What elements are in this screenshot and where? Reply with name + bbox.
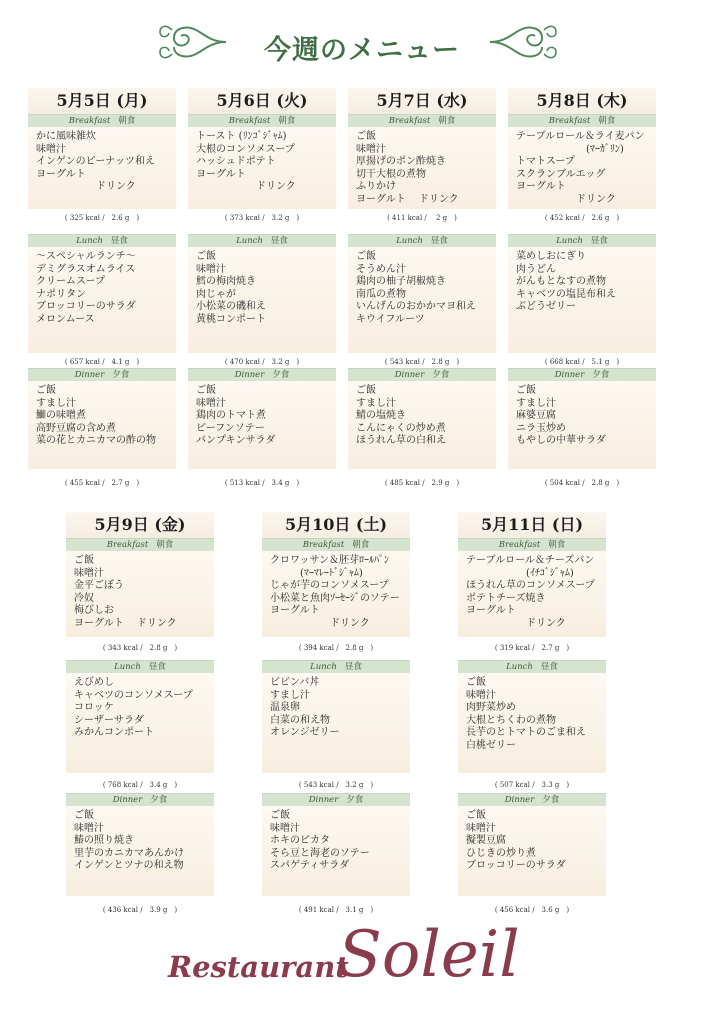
menu-item: ご飯 <box>196 251 216 262</box>
menu-item: ヨーグルト <box>466 605 516 617</box>
menu-item: スパゲティサラダ <box>270 860 350 872</box>
nutrition-info: ( 343 kcal / 2.8 g ) <box>102 644 178 652</box>
day-date: 5月6日 (火) <box>188 88 336 114</box>
menu-item: いんげんのおかかマヨ和え <box>356 301 476 313</box>
day-date: 5月11日 (日) <box>458 512 606 538</box>
meal-items <box>508 127 656 209</box>
meal-band: Lunch 昼食 <box>348 234 496 247</box>
nutrition-info: ( 411 kcal / 2 g ) <box>387 214 457 222</box>
menu-item: 鯖の塩焼き <box>356 410 406 422</box>
lunch-section <box>66 660 214 789</box>
menu-item: ご飯 <box>270 810 290 821</box>
menu-item: (ﾏｰｶﾞﾘﾝ) <box>516 143 624 155</box>
menu-item: ヨーグルト <box>270 605 320 617</box>
meal-items <box>66 806 214 896</box>
meal-band: Lunch 昼食 <box>458 660 606 673</box>
menu-item: メロンムース <box>36 313 95 325</box>
menu-item: かに風味雑炊 <box>36 131 96 142</box>
menu-item: ほうれん草のコンソメスープ <box>466 580 595 592</box>
menu-item: ふりかけ <box>356 181 396 193</box>
menu-item: 肉野菜炒め <box>466 702 516 714</box>
menu-item: ヨーグルト <box>36 168 86 180</box>
menu-item: もやしの中華サラダ <box>516 435 606 447</box>
menu-item: ドリンク <box>270 617 370 629</box>
menu-item: がんもとなすの煮物 <box>516 276 606 288</box>
menu-item: 高野豆腐の含め煮 <box>36 422 116 434</box>
menu-item: 菜の花とカニカマの酢の物 <box>36 435 156 447</box>
breakfast-section <box>508 114 656 222</box>
lunch-section <box>348 234 496 366</box>
meal-band: Dinner 夕食 <box>66 793 214 806</box>
restaurant-name: Soleil <box>338 918 520 992</box>
menu-item: ハッシュドポテト <box>196 156 276 168</box>
meal-band: Breakfast 朝食 <box>188 114 336 127</box>
menu-item: 鶏肉の柚子胡椒焼き <box>356 276 446 288</box>
menu-item: そうめん汁 <box>356 263 406 275</box>
nutrition-info: ( 455 kcal / 2.7 g ) <box>64 479 140 487</box>
menu-item: ドリンク <box>196 181 296 193</box>
meal-items <box>188 127 336 209</box>
meal-band: Lunch 昼食 <box>188 234 336 247</box>
dinner-section <box>262 793 410 914</box>
menu-item: みかんコンポート <box>74 727 154 739</box>
menu-item: ドリンク <box>466 617 566 629</box>
menu-item: 里芋のカニカマあんかけ <box>74 847 184 859</box>
menu-item: 鱈の梅肉焼き <box>196 276 256 288</box>
meal-band: Lunch 昼食 <box>28 234 176 247</box>
menu-item: そら豆と海老のソテー <box>270 847 370 859</box>
dinner-section <box>458 793 606 914</box>
header <box>0 18 724 68</box>
menu-item: ご飯 <box>36 385 56 396</box>
menu-item: テーブルロール＆チーズパン <box>466 555 595 566</box>
menu-item: 大根のコンソメスープ <box>196 143 295 155</box>
nutrition-info: ( 513 kcal / 3.4 g ) <box>224 479 300 487</box>
meal-items <box>262 673 410 773</box>
meal-items <box>348 247 496 353</box>
nutrition-info: ( 485 kcal / 2.9 g ) <box>384 479 460 487</box>
menu-item: キウイフルーツ <box>356 313 425 325</box>
dinner-section <box>66 793 214 914</box>
meal-items <box>508 381 656 469</box>
menu-item: インゲンのピーナッツ和え <box>36 156 155 168</box>
lunch-section <box>458 660 606 789</box>
menu-item: 鶏肉のトマト煮 <box>196 410 266 422</box>
menu-item: ヨーグルト <box>516 181 566 193</box>
menu-item: キャベツの塩昆布和え <box>516 288 616 300</box>
menu-item: ヨーグルト ドリンク <box>74 617 177 629</box>
menu-item: スクランブルエッグ <box>516 168 606 180</box>
menu-item: ご飯 <box>356 385 376 396</box>
menu-item: 味噌汁 <box>196 263 226 275</box>
meal-items <box>458 551 606 637</box>
breakfast-section <box>458 538 606 652</box>
nutrition-info: ( 504 kcal / 2.8 g ) <box>544 479 620 487</box>
menu-item: ホキのピカタ <box>270 835 330 847</box>
menu-item: ご飯 <box>516 385 536 396</box>
nutrition-info: ( 543 kcal / 3.2 g ) <box>298 781 374 789</box>
menu-item: ぶどうゼリー <box>516 301 576 313</box>
menu-item: こんにゃくの炒め煮 <box>356 422 446 434</box>
dinner-section <box>508 368 656 487</box>
menu-item: キャベツのコンソメスープ <box>74 689 193 701</box>
menu-item: ヨーグルト ドリンク <box>356 193 459 205</box>
nutrition-info: ( 452 kcal / 2.6 g ) <box>544 214 620 222</box>
menu-item: (ﾏｰﾏﾚｰﾄﾞｼﾞｬﾑ) <box>270 567 363 579</box>
nutrition-info: ( 456 kcal / 3.6 g ) <box>494 906 570 914</box>
menu-item: オレンジゼリー <box>270 727 340 739</box>
menu-item: すまし汁 <box>270 689 310 701</box>
menu-item: 味噌汁 <box>196 397 226 409</box>
menu-item: 切干大根の煮物 <box>356 168 426 180</box>
day-date: 5月10日 (土) <box>262 512 410 538</box>
menu-item: 菜めしおにぎり <box>516 251 586 262</box>
menu-item: 小松菜と魚肉ｿｰｾｰｼﾞのソテー <box>270 592 400 604</box>
menu-item: (ｲﾁｺﾞｼﾞｬﾑ) <box>466 567 574 579</box>
menu-item: ひじきの炒り煮 <box>466 847 536 859</box>
nutrition-info: ( 768 kcal / 3.4 g ) <box>102 781 178 789</box>
meal-items <box>262 806 410 896</box>
meal-band: Breakfast 朝食 <box>458 538 606 551</box>
menu-item: ほうれん草の白和え <box>356 435 446 447</box>
menu-item: 南瓜の煮物 <box>356 288 406 300</box>
right-flourish-icon <box>488 20 560 64</box>
meal-items <box>508 247 656 353</box>
meal-band: Dinner 夕食 <box>458 793 606 806</box>
menu-item: ご飯 <box>196 385 216 396</box>
menu-item: 金平ごぼう <box>74 580 124 592</box>
menu-item: ご飯 <box>74 555 94 566</box>
menu-item: ご飯 <box>466 810 486 821</box>
nutrition-info: ( 436 kcal / 3.9 g ) <box>102 906 178 914</box>
menu-item: 味噌汁 <box>466 822 496 834</box>
lunch-section <box>508 234 656 366</box>
breakfast-section <box>188 114 336 222</box>
menu-item: クリームスープ <box>36 276 105 288</box>
menu-item: すまし汁 <box>516 397 556 409</box>
breakfast-section <box>262 538 410 652</box>
menu-item: ～スペシャルランチ～ <box>36 251 136 262</box>
menu-item: 小松菜の磯和え <box>196 301 266 313</box>
menu-item: すまし汁 <box>36 397 76 409</box>
menu-item: ご飯 <box>74 810 94 821</box>
meal-items <box>28 247 176 353</box>
day-date: 5月9日 (金) <box>66 512 214 538</box>
breakfast-section <box>348 114 496 222</box>
menu-item: ブロッコリーのサラダ <box>466 860 566 872</box>
menu-item: ポテトチーズ焼き <box>466 592 546 604</box>
nutrition-info: ( 319 kcal / 2.7 g ) <box>494 644 570 652</box>
menu-item: 味噌汁 <box>356 143 386 155</box>
nutrition-info: ( 543 kcal / 2.8 g ) <box>384 358 460 366</box>
nutrition-info: ( 470 kcal / 3.2 g ) <box>224 358 300 366</box>
meal-band: Lunch 昼食 <box>262 660 410 673</box>
meal-items <box>28 381 176 469</box>
menu-item: 肉じゃが <box>196 288 236 300</box>
meal-items <box>188 247 336 353</box>
menu-item: ニラ玉炒め <box>516 422 566 434</box>
menu-item: 肉うどん <box>516 263 556 275</box>
menu-item: ブロッコリーのサラダ <box>36 301 136 313</box>
menu-item: 麻婆豆腐 <box>516 410 556 422</box>
menu-item: ご飯 <box>356 131 376 142</box>
menu-item: えびめし <box>74 677 114 688</box>
menu-item: 冷奴 <box>74 592 94 604</box>
meal-items <box>348 127 496 209</box>
dinner-section <box>188 368 336 487</box>
day-date: 5月7日 (水) <box>348 88 496 114</box>
menu-item: テーブルロール＆ライ麦パン <box>516 131 645 142</box>
meal-items <box>262 551 410 637</box>
meal-band: Breakfast 朝食 <box>262 538 410 551</box>
meal-items <box>28 127 176 209</box>
menu-item: ご飯 <box>466 677 486 688</box>
meal-band: Dinner 夕食 <box>348 368 496 381</box>
menu-item: 梅びしお <box>74 605 114 617</box>
lunch-section <box>28 234 176 366</box>
nutrition-info: ( 394 kcal / 2.8 g ) <box>298 644 374 652</box>
menu-item: 味噌汁 <box>36 143 66 155</box>
meal-band: Lunch 昼食 <box>508 234 656 247</box>
menu-item: シーザーサラダ <box>74 714 144 726</box>
meal-items <box>66 673 214 773</box>
meal-band: Breakfast 朝食 <box>508 114 656 127</box>
meal-band: Dinner 夕食 <box>188 368 336 381</box>
dinner-section <box>348 368 496 487</box>
menu-item: 鰆の照り焼き <box>74 835 134 847</box>
menu-item: 白桃ゼリー <box>466 739 516 751</box>
nutrition-info: ( 325 kcal / 2.6 g ) <box>64 214 140 222</box>
meal-items <box>188 381 336 469</box>
menu-item: じゃが芋のコンソメスープ <box>270 580 389 592</box>
menu-item: クロワッサン＆胚芽ﾛｰﾙﾊﾟﾝ <box>270 555 389 566</box>
menu-item: 厚揚げのポン酢焼き <box>356 156 446 168</box>
menu-item: ビビンバ丼 <box>270 677 320 688</box>
page-title: 今週のメニュー <box>264 35 460 66</box>
menu-item: 鰤の味噌煮 <box>36 410 86 422</box>
nutrition-info: ( 657 kcal / 4.1 g ) <box>64 358 140 366</box>
menu-item: ヨーグルト <box>196 168 246 180</box>
menu-item: 擬製豆腐 <box>466 835 506 847</box>
menu-item: 味噌汁 <box>270 822 300 834</box>
meal-items <box>458 806 606 896</box>
nutrition-info: ( 668 kcal / 5.1 g ) <box>544 358 620 366</box>
lunch-section <box>188 234 336 366</box>
menu-item: ご飯 <box>356 251 376 262</box>
menu-item: ドリンク <box>516 193 616 205</box>
menu-item: デミグラスオムライス <box>36 263 136 275</box>
menu-item: 味噌汁 <box>74 567 104 579</box>
nutrition-info: ( 373 kcal / 3.2 g ) <box>224 214 300 222</box>
menu-item: トマトスープ <box>516 156 575 168</box>
breakfast-section <box>66 538 214 652</box>
menu-item: 味噌汁 <box>466 689 496 701</box>
meal-band: Breakfast 朝食 <box>66 538 214 551</box>
meal-band: Breakfast 朝食 <box>28 114 176 127</box>
meal-band: Dinner 夕食 <box>28 368 176 381</box>
menu-item: インゲンとツナの和え物 <box>74 860 184 872</box>
meal-items <box>458 673 606 773</box>
menu-item: ピーフンソテー <box>196 422 265 434</box>
menu-item: 長芋のとトマトのごま和え <box>466 727 586 739</box>
breakfast-section <box>28 114 176 222</box>
meal-band: Lunch 昼食 <box>66 660 214 673</box>
meal-band: Dinner 夕食 <box>508 368 656 381</box>
menu-item: 白菜の和え物 <box>270 714 330 726</box>
restaurant-label: Restaurant <box>168 950 349 984</box>
menu-item: 味噌汁 <box>74 822 104 834</box>
meal-band: Dinner 夕食 <box>262 793 410 806</box>
menu-item: トースト (ﾘﾝｺﾞｼﾞｬﾑ) <box>196 131 287 142</box>
nutrition-info: ( 507 kcal / 3.3 g ) <box>494 781 570 789</box>
menu-item: 温泉卵 <box>270 702 300 714</box>
menu-item: ナポリタン <box>36 288 86 300</box>
day-date: 5月5日 (月) <box>28 88 176 114</box>
meal-items <box>348 381 496 469</box>
dinner-section <box>28 368 176 487</box>
day-date: 5月8日 (木) <box>508 88 656 114</box>
nutrition-info: ( 491 kcal / 3.1 g ) <box>298 906 374 914</box>
menu-item: パンプキンサラダ <box>196 435 276 447</box>
menu-item: すまし汁 <box>356 397 396 409</box>
menu-item: 黄桃コンポート <box>196 313 266 325</box>
menu-item: 大根とちくわの煮物 <box>466 714 556 726</box>
menu-item: コロッケ <box>74 702 114 714</box>
menu-item: ドリンク <box>36 181 136 193</box>
meal-band: Breakfast 朝食 <box>348 114 496 127</box>
meal-items <box>66 551 214 637</box>
lunch-section <box>262 660 410 789</box>
